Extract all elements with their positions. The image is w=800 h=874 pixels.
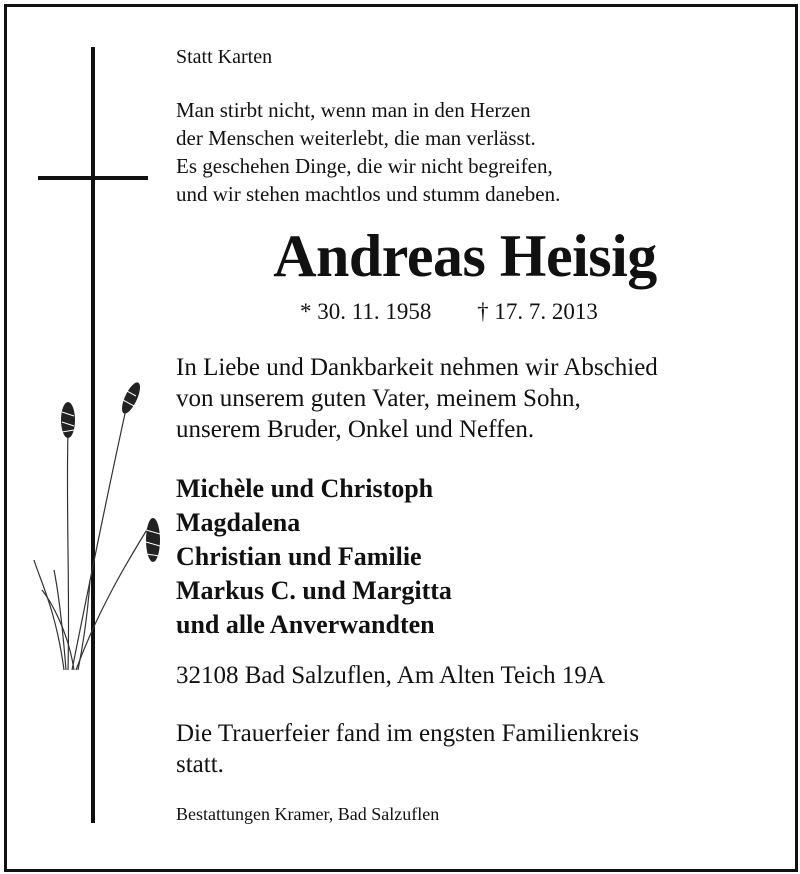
mourner: Markus C. und Margitta xyxy=(176,576,452,605)
poem-line: Man stirbt nicht, wenn man in den Herzen xyxy=(176,98,531,122)
message-line: von unserem guten Vater, meinem Sohn, xyxy=(176,385,581,412)
poem-line: der Menschen weiterlebt, die man verlässt. xyxy=(176,126,536,150)
death-date: † 17. 7. 2013 xyxy=(477,299,598,324)
funeral-line: Die Trauerfeier fand im engsten Familienkreis xyxy=(176,720,640,747)
mourner: Michèle und Christoph xyxy=(176,474,434,503)
message-line: unserem Bruder, Onkel und Neffen. xyxy=(176,416,535,443)
undertaker: Bestattungen Kramer, Bad Salzuflen xyxy=(176,804,440,824)
intro-text: Statt Karten xyxy=(176,46,273,68)
funeral-note xyxy=(176,718,639,780)
mourner: und alle Anverwandten xyxy=(176,610,435,639)
funeral-line: statt. xyxy=(176,751,224,778)
mourner: Christian und Familie xyxy=(176,542,422,571)
mourner: Magdalena xyxy=(176,508,301,537)
life-dates xyxy=(300,299,598,325)
deceased-name: Andreas Heisig xyxy=(273,223,657,289)
poem-line: und wir stehen machtlos und stumm daneben. xyxy=(176,182,561,206)
wheat-icon xyxy=(28,370,168,680)
mourners-list xyxy=(176,472,452,642)
birth-date: * 30. 11. 1958 xyxy=(300,299,432,324)
poem xyxy=(176,96,560,208)
message-line: In Liebe und Dankbarkeit nehmen wir Abschied xyxy=(176,354,658,381)
cross-icon-crossbar xyxy=(38,176,148,180)
address: 32108 Bad Salzuflen, Am Alten Teich 19A xyxy=(176,662,605,689)
poem-line: Es geschehen Dinge, die wir nicht begreifen, xyxy=(176,154,553,178)
farewell-message xyxy=(176,352,658,445)
